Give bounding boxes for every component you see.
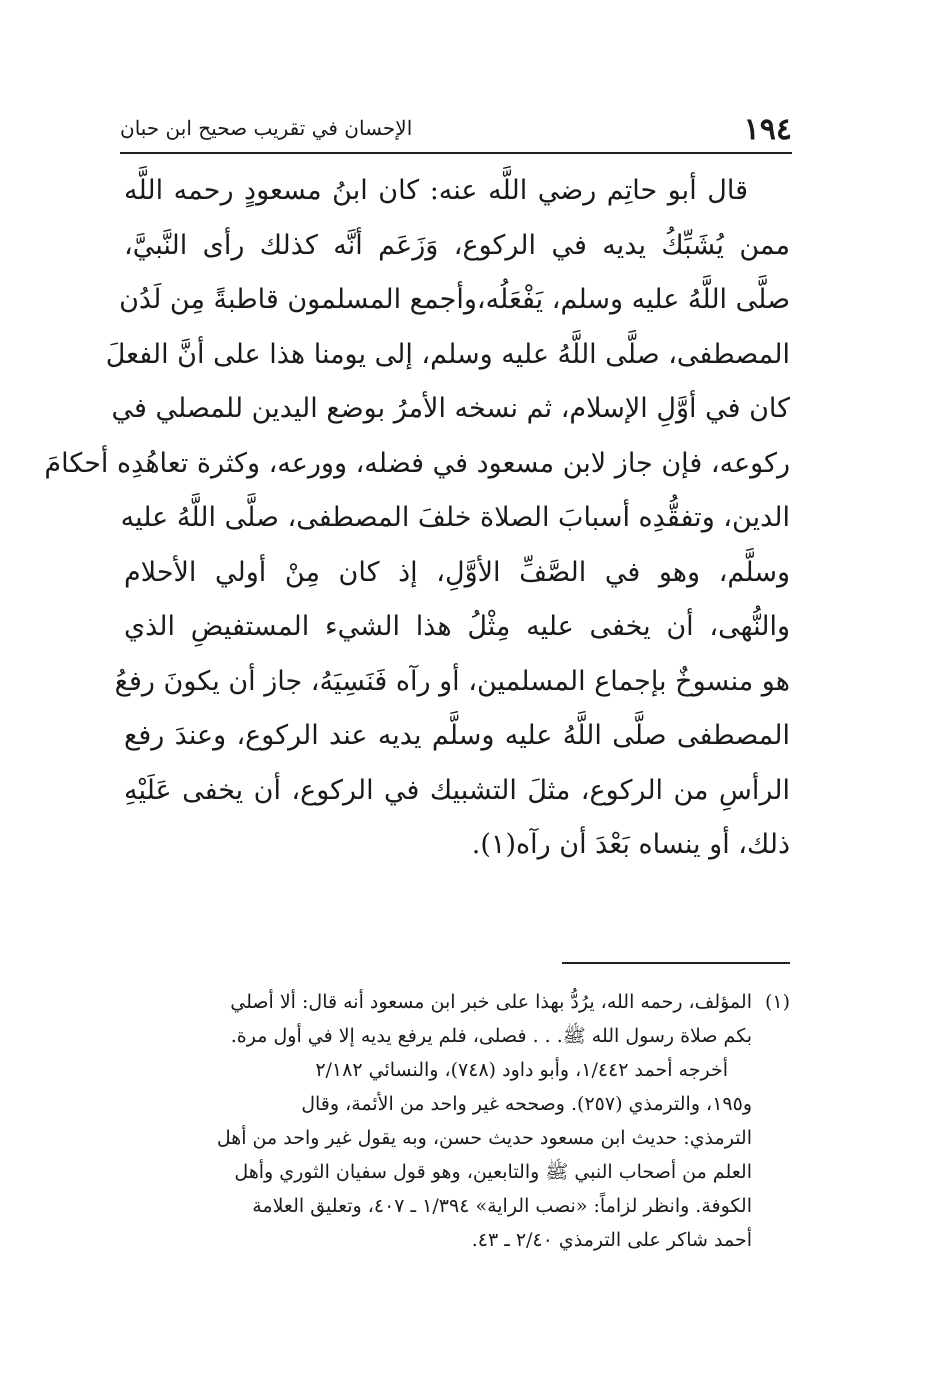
footnote-line: و١٩٥، والترمذي (٢٥٧). وصححه غير واحد من الأئمة، وقال — [301, 1093, 752, 1115]
text-line: كان في أوَّلِ الإسلام، ثم نسخه الأمرُ بوضع اليدين للمصلي في — [111, 393, 790, 424]
text-line: هو منسوخٌ بإجماع المسلمين، أو رآه فَنَسِيَهُ، جاز أن يكونَ رفعُ — [114, 665, 790, 697]
footnote-line: العلم من أصحاب النبي ﷺ والتابعين، وهو قول سفيان الثوري وأهل — [234, 1161, 752, 1183]
footnote-line: أخرجه أحمد ١/٤٤٢، وأبو داود (٧٤٨)، والنسائي ٢/١٨٢ — [315, 1059, 728, 1081]
text-line: ذلك، أو ينساه بَعْدَ أن رآه(١). — [471, 829, 790, 860]
footnote-rule — [562, 962, 790, 964]
text-line: الرأسِ من الركوع، مثلَ التشبيك في الركوع، أن يخفى عَلَيْهِ — [124, 774, 790, 806]
page-number: ١٩٤ — [743, 112, 792, 147]
text-line: ركوعه، فإن جاز لابن مسعود في فضله، وورعه، وكثرة تعاهُدِه أحكامَ — [44, 447, 790, 479]
text-line: المصطفى، صلَّى اللَّهُ عليه وسلم، إلى يومنا هذا على أنَّ الفعلَ — [105, 338, 790, 370]
footnote-line: بكم صلاة رسول الله ﷺ. . . فصلى، فلم يرفع يديه إلا في أول مرة. — [230, 1025, 752, 1047]
main-text — [44, 164, 790, 873]
running-title: الإحسان في تقريب صحيح ابن حبان — [120, 116, 413, 140]
page-header — [120, 108, 792, 148]
text-line: المصطفى صلَّى اللَّهُ عليه وسلَّم يديه عند الركوع، وعندَ رفع — [124, 720, 790, 751]
text-line: صلَّى اللَّهُ عليه وسلم، يَفْعَلُه،وأجمع المسلمون قاطبةً مِن لَدُن — [119, 284, 790, 315]
footnote-line — [128, 985, 790, 1019]
footnote-text: المؤلف، رحمه الله، يرُدُّ بهذا على خبر ابن مسعود أنه قال: ألا أصلي — [230, 991, 752, 1013]
footnote-line: الترمذي: حديث ابن مسعود حديث حسن، وبه يقول غير واحد من أهل — [216, 1127, 752, 1149]
text-line: ممن يُشَبِّكُ يديه في الركوع، وَزَعَم أنَّه كذلك رأى النَّبيَّ، — [124, 229, 790, 261]
text-line: والنُّهى، أن يخفى عليه مِثْلُ هذا الشيء المستفيضِ الذي — [124, 611, 790, 642]
footnote-marker: (١) — [764, 991, 790, 1013]
footnote-line: الكوفة. وانظر لزاماً: «نصب الراية» ١/٣٩٤ ـ ٤٠٧، وتعليق العلامة — [252, 1195, 752, 1217]
text-line: قال أبو حاتِم رضي اللَّه عنه: كان ابنُ مسعودٍ رحمه اللَّه — [124, 175, 748, 206]
footnotes — [128, 985, 790, 1257]
header-rule — [120, 152, 792, 154]
footnote-line: أحمد شاكر على الترمذي ٢/٤٠ ـ ٤٣. — [471, 1229, 752, 1251]
text-line: وسلَّم، وهو في الصَّفِّ الأوَّلِ، إذ كان مِنْ أولي الأحلام — [124, 556, 790, 588]
text-line: الدين، وتفقُّدِه أسبابَ الصلاة خلفَ المصطفى، صلَّى اللَّهُ عليه — [120, 502, 790, 533]
